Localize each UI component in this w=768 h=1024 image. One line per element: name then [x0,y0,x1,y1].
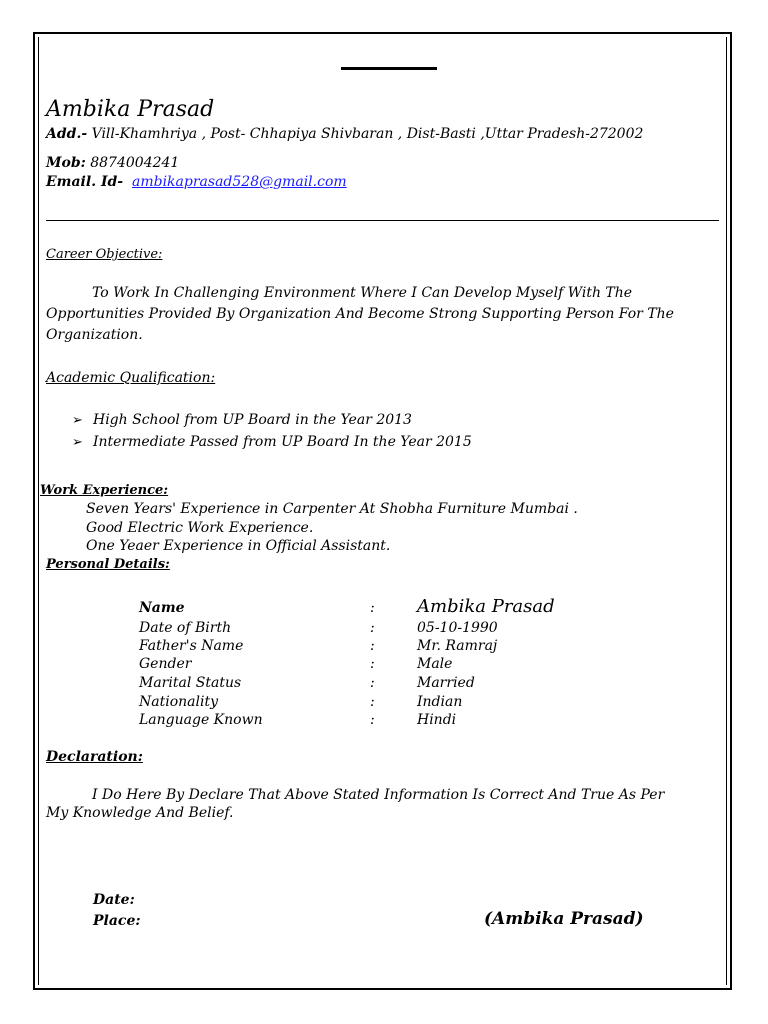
career-objective-body: To Work In Challenging Environment Where I Can Develop Myself With The Opportunities Provided By Organization And Become Strong Supporting Person For The Organization. [46,285,674,343]
bullet-arrow-icon: ➢ [72,413,83,428]
pd-label-name: Name [139,600,185,616]
personal-details-heading: Personal Details: [46,557,170,572]
work-experience-item: Seven Years' Experience in Carpenter At Shobha Furniture Mumbai . [86,501,578,517]
top-decorative-bar [341,67,437,70]
date-label: Date: [93,892,135,908]
signature-name: (Ambika Prasad) [484,909,644,929]
academic-item: Intermediate Passed from UP Board In the Year 2015 [93,434,472,450]
declaration-heading: Declaration: [46,749,143,765]
mobile-value: 8874004241 [85,155,180,171]
pd-value-name: Ambika Prasad [417,596,555,617]
pd-value-language: Hindi [417,712,457,728]
place-label: Place: [93,913,141,929]
work-experience-item: Good Electric Work Experience. [86,520,314,536]
mobile-label: Mob: [46,155,86,171]
pd-value-father: Mr. Ramraj [417,638,498,654]
pd-colon: : [370,694,375,710]
pd-colon: : [370,712,375,728]
pd-label-marital: Marital Status [139,675,242,691]
email-line [46,174,347,190]
pd-value-dob: 05-10-1990 [417,620,498,636]
pd-colon: : [370,675,375,691]
pd-label-father: Father's Name [139,638,244,654]
pd-label-dob: Date of Birth [139,620,232,636]
work-experience-item: One Yeaer Experience in Official Assistant. [86,538,391,554]
pd-value-nationality: Indian [417,694,463,710]
declaration-body: I Do Here By Declare That Above Stated Information Is Correct And True As Per My Knowledge And Belief. [46,787,665,821]
header-divider [46,220,719,221]
pd-colon: : [370,600,375,616]
address-line [46,126,643,142]
address-value: Vill-Khamhriya , Post- Chhapiya Shivbaran , Dist-Basti ,Uttar Pradesh-272002 [87,126,644,142]
pd-value-marital: Married [417,675,475,691]
declaration-text [46,786,686,822]
email-label: Email. Id- [46,174,124,190]
address-label: Add.- [46,126,88,142]
pd-colon: : [370,638,375,654]
applicant-name-heading: Ambika Prasad [46,97,215,122]
pd-value-gender: Male [417,656,453,672]
mobile-line [46,155,179,171]
email-link[interactable]: ambikaprasad528@gmail.com [132,174,347,190]
career-objective-text [46,283,686,346]
work-experience-heading: Work Experience: [40,483,169,498]
pd-colon: : [370,656,375,672]
academic-heading: Academic Qualification: [46,370,216,386]
academic-item: High School from UP Board in the Year 2013 [93,412,412,428]
bullet-arrow-icon: ➢ [72,435,83,450]
career-objective-heading: Career Objective: [46,247,163,262]
pd-colon: : [370,620,375,636]
pd-label-language: Language Known [139,712,263,728]
pd-label-nationality: Nationality [139,694,218,710]
pd-label-gender: Gender [139,656,192,672]
